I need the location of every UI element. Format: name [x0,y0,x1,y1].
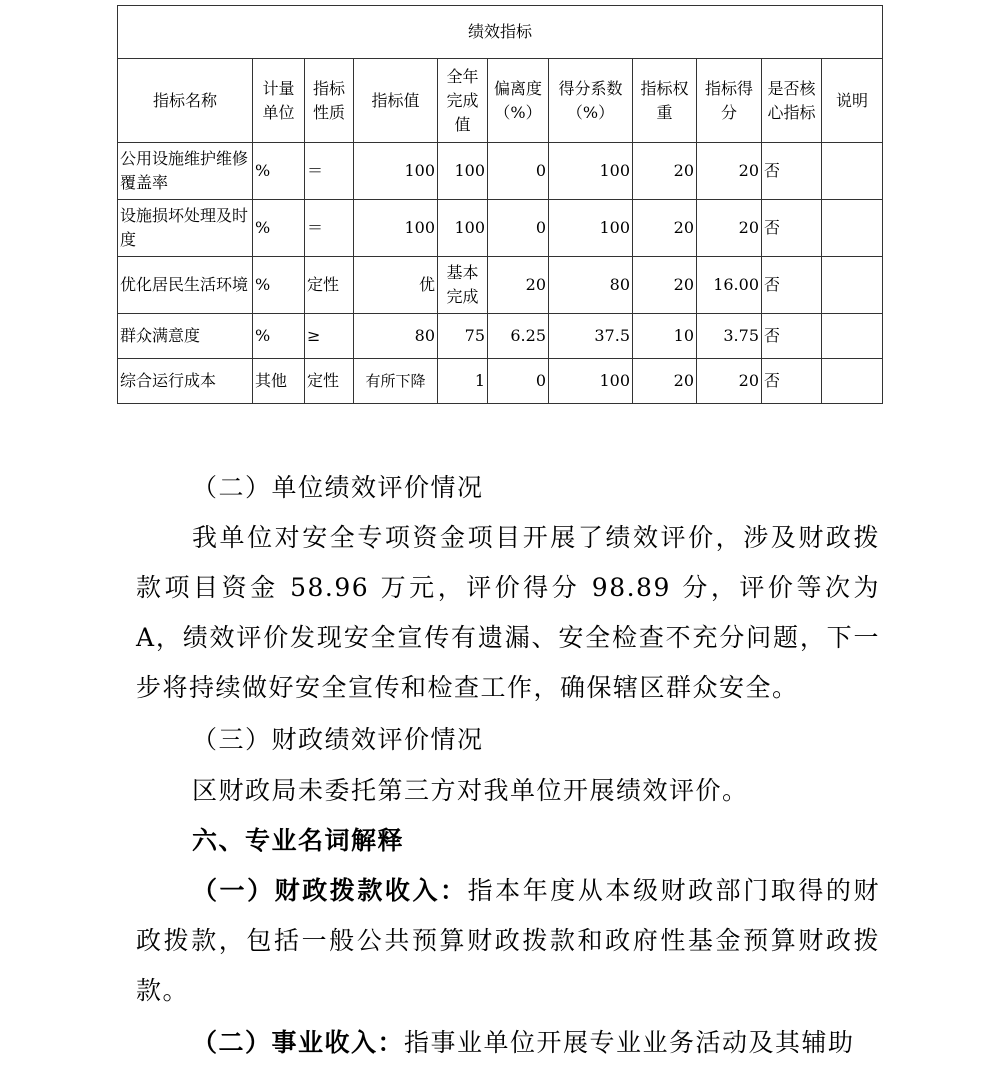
header-coefficient: 得分系数（%） [549,59,633,143]
table-title: 绩效指标 [118,6,883,59]
cell-nature: 定性 [305,257,354,314]
cell-actual: 75 [438,314,488,359]
cell-weight: 20 [633,359,697,404]
cell-note [822,257,883,314]
header-weight: 指标权重 [633,59,697,143]
cell-deviation: 0 [488,143,549,200]
cell-name: 群众满意度 [118,314,253,359]
cell-score: 20 [697,359,762,404]
table-row [118,257,883,314]
table-row [118,359,883,404]
cell-coefficient: 80 [549,257,633,314]
cell-unit: 其他 [253,359,305,404]
cell-actual: 100 [438,143,488,200]
cell-coefficient: 100 [549,200,633,257]
term-label: （二）事业收入： [192,1028,405,1057]
glossary-heading: 六、专业名词解释 [192,826,405,855]
cell-nature: ＝ [305,143,354,200]
cell-name: 综合运行成本 [118,359,253,404]
header-core: 是否核心指标 [762,59,822,143]
cell-core: 否 [762,314,822,359]
cell-name: 公用设施维护维修覆盖率 [118,143,253,200]
unit-eval-paragraph: 我单位对安全专项资金项目开展了绩效评价，涉及财政拨款项目资金 58.96 万元，评价得分 98.89 分，评价等次为 A，绩效评价发现安全宣传有遗漏、安全检查不充分问题，下一步将持续做好安全宣传和检查工作，确保辖区群众安全。 [136,523,880,702]
cell-target: 100 [354,200,438,257]
term-definition: 指事业单位开展专业业务活动及其辅助 [404,1028,855,1057]
cell-deviation: 6.25 [488,314,549,359]
cell-score: 3.75 [697,314,762,359]
cell-name: 优化居民生活环境 [118,257,253,314]
cell-nature: ≥ [305,314,354,359]
cell-actual: 基本完成 [438,257,488,314]
cell-target: 有所下降 [354,359,438,404]
cell-coefficient: 100 [549,359,633,404]
header-score: 指标得分 [697,59,762,143]
cell-score: 20 [697,200,762,257]
cell-weight: 20 [633,257,697,314]
term-definition: 指本年度从本级财政部门取得的财政拨款，包括一般公共预算财政拨款和政府性基金预算财政拨款。 [136,876,880,1005]
cell-unit: % [253,257,305,314]
finance-eval-paragraph: 区财政局未委托第三方对我单位开展绩效评价。 [192,776,749,805]
cell-unit: % [253,200,305,257]
cell-note [822,359,883,404]
table-title-row [118,6,883,59]
cell-unit: % [253,314,305,359]
term-label: （一）财政拨款收入： [192,876,468,905]
cell-coefficient: 37.5 [549,314,633,359]
term-business-income [0,1018,1000,1068]
cell-target: 80 [354,314,438,359]
cell-weight: 20 [633,143,697,200]
table-row [118,143,883,200]
header-actual: 全年完成值 [438,59,488,143]
cell-score: 20 [697,143,762,200]
cell-core: 否 [762,200,822,257]
cell-target: 100 [354,143,438,200]
table-header-row [118,59,883,143]
term-fiscal-appropriation [0,866,1000,1016]
cell-deviation: 0 [488,359,549,404]
unit-eval-heading: （二）单位绩效评价情况 [192,473,484,502]
cell-note [822,200,883,257]
performance-indicator-table [117,5,883,404]
header-target: 指标值 [354,59,438,143]
cell-weight: 10 [633,314,697,359]
cell-deviation: 0 [488,200,549,257]
cell-nature: 定性 [305,359,354,404]
header-deviation: 偏离度（%） [488,59,549,143]
cell-score: 16.00 [697,257,762,314]
cell-core: 否 [762,143,822,200]
cell-unit: % [253,143,305,200]
cell-actual: 1 [438,359,488,404]
header-note: 说明 [822,59,883,143]
cell-target: 优 [354,257,438,314]
cell-note [822,314,883,359]
header-unit: 计量单位 [253,59,305,143]
finance-eval-heading: （三）财政绩效评价情况 [192,725,484,754]
cell-note [822,143,883,200]
cell-core: 否 [762,359,822,404]
header-nature: 指标性质 [305,59,354,143]
cell-weight: 20 [633,200,697,257]
cell-nature: ＝ [305,200,354,257]
table-row [118,200,883,257]
cell-core: 否 [762,257,822,314]
header-indicator-name: 指标名称 [118,59,253,143]
cell-coefficient: 100 [549,143,633,200]
cell-actual: 100 [438,200,488,257]
cell-name: 设施损坏处理及时度 [118,200,253,257]
table-row [118,314,883,359]
cell-deviation: 20 [488,257,549,314]
